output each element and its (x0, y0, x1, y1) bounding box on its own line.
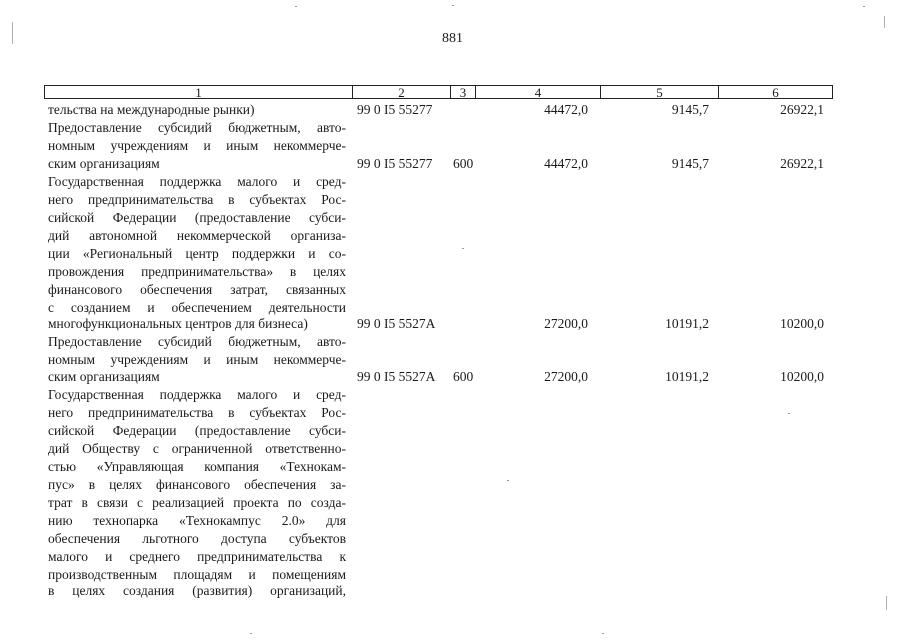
row-code: 99 0 I5 55277 (357, 102, 433, 117)
table-header (44, 85, 833, 99)
header-cell-2: 2 (398, 85, 405, 100)
row-description-line: провождения предпринимательства» в целях (48, 264, 346, 279)
page-number: 881 (442, 31, 463, 46)
row-description-line: Предоставление субсидий бюджетным, авто- (48, 334, 346, 349)
row-description-line: ским организациям (48, 369, 160, 384)
row-description-line: ским организациям (48, 156, 160, 171)
row-value-col6: 26922,1 (780, 102, 824, 117)
row-value-col5: 10191,2 (665, 369, 709, 384)
row-value-col4: 27200,0 (544, 369, 588, 384)
scan-speck (295, 6, 297, 7)
row-value-col5: 10191,2 (665, 316, 709, 331)
row-description-line: Предоставление субсидий бюджетным, авто- (48, 120, 346, 135)
row-description-line: номным учреждениям и иным некоммерче- (48, 138, 346, 153)
row-description-line: него предпринимательства в субъектах Рос- (48, 405, 346, 420)
scan-speck (602, 633, 604, 634)
row-value-col4: 44472,0 (544, 102, 588, 117)
row-value-col6: 26922,1 (780, 156, 824, 171)
row-type-code: 600 (453, 369, 474, 384)
row-description-line: дий Обществу с ограниченной ответственно- (48, 441, 346, 456)
row-code: 99 0 I5 55277 (357, 156, 433, 171)
scan-edge-mark (12, 22, 13, 44)
scan-speck (250, 633, 252, 634)
row-description-line: дий автономной некоммерческой организа- (48, 228, 346, 243)
row-code: 99 0 I5 5527A (357, 369, 436, 384)
row-code: 99 0 I5 5527A (357, 316, 436, 331)
scan-speck (788, 413, 790, 414)
row-description-line: сийской Федерации (предоставление субси- (48, 423, 346, 438)
row-description-line: него предпринимательства в субъектах Рос- (48, 192, 346, 207)
row-value-col4: 27200,0 (544, 316, 588, 331)
scan-speck (452, 5, 454, 6)
header-cell-5: 5 (656, 85, 663, 100)
row-description-line: номным учреждениям и иным некоммерче- (48, 352, 346, 367)
scan-speck (462, 248, 464, 249)
row-description-line: трат в связи с реализацией проекта по созда- (48, 495, 346, 510)
scan-edge-mark (884, 16, 885, 28)
row-description-line: сийской Федерации (предоставление субси- (48, 210, 346, 225)
row-description-line: малого и среднего предпринимательства к (48, 549, 346, 564)
row-description-line: многофункциональных центров для бизнеса) (48, 316, 308, 331)
row-value-col6: 10200,0 (780, 369, 824, 384)
row-description-line: стью «Управляющая компания «Технокам- (48, 459, 346, 474)
row-description-line: нию технопарка «Технокампус 2.0» для (48, 513, 346, 528)
row-value-col5: 9145,7 (671, 156, 709, 171)
row-description-line: финансового обеспечения затрат, связанных (48, 282, 346, 297)
scan-edge-mark (886, 596, 887, 610)
row-description-line: ции «Региональный центр поддержки и со- (48, 246, 346, 261)
header-cell-4: 4 (534, 85, 542, 100)
scan-speck (863, 6, 865, 7)
row-description-line: с созданием и обеспечением деятельности (48, 300, 346, 315)
header-cell-1: 1 (195, 85, 202, 100)
row-description-line: Государственная поддержка малого и сред- (48, 174, 346, 189)
row-description-line: тельства на международные рынки) (48, 102, 255, 117)
row-value-col6: 10200,0 (780, 316, 824, 331)
row-description-line: обеспечения льготного доступа субъектов (48, 531, 346, 546)
header-cell-3: 3 (459, 85, 467, 100)
row-description-line: пус» в целях финансового обеспечения за- (48, 477, 346, 492)
row-type-code: 600 (453, 156, 474, 171)
scan-speck (507, 480, 509, 481)
row-value-col4: 44472,0 (544, 156, 588, 171)
row-description-line: в целях создания (развития) организаций, (48, 583, 346, 598)
row-description-line: Государственная поддержка малого и сред- (48, 387, 346, 402)
row-value-col5: 9145,7 (671, 102, 709, 117)
row-description-line: производственным площадям и помещениям (48, 567, 346, 582)
header-cell-6: 6 (772, 85, 779, 100)
